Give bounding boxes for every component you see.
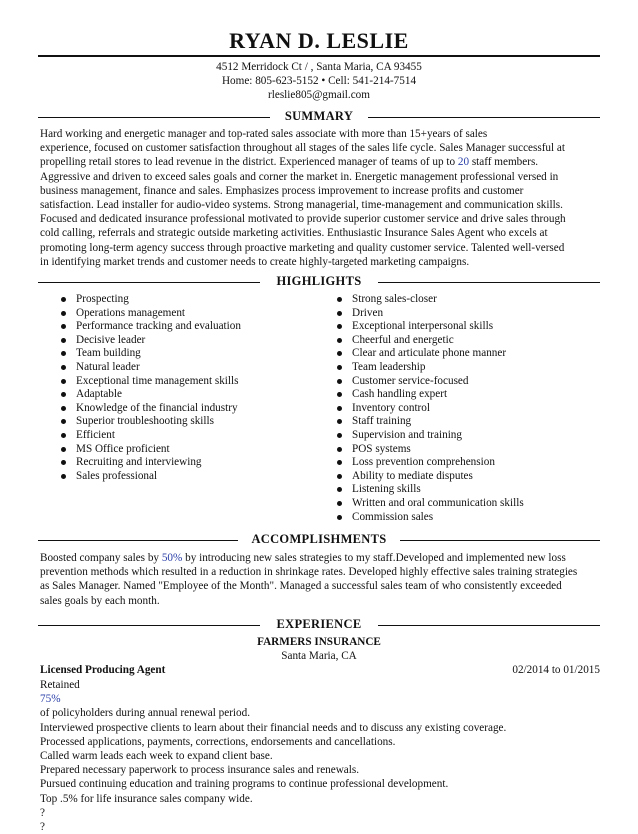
name-divider [38, 55, 600, 57]
highlight-item [336, 402, 524, 416]
job-duty-line: Retained 75% of policyholders during annual renewal period. [40, 678, 600, 721]
summary-heading [38, 109, 600, 125]
highlight-label: Staff training [352, 415, 412, 428]
highlight-label: Sales professional [76, 469, 158, 482]
experience-heading [38, 617, 600, 633]
highlight-item [336, 334, 524, 348]
summary-line: Focused and dedicated insurance professional motivated to provide superior customer service and drive sales through [40, 213, 566, 226]
highlight-item [60, 334, 241, 348]
highlight-label: Team leadership [352, 360, 426, 373]
experience-title: EXPERIENCE [276, 617, 362, 631]
accomplishments-text [40, 551, 600, 608]
highlight-item [336, 320, 524, 334]
highlight-label: Exceptional time management skills [76, 374, 239, 387]
highlight-item [60, 470, 241, 484]
bullet-icon [337, 447, 342, 452]
highlight-item [336, 361, 524, 375]
bullet-icon [61, 324, 66, 329]
highlight-label: Inventory control [352, 401, 430, 414]
retention-value: 75% [40, 693, 61, 706]
email: rleslie805@gmail.com [268, 89, 370, 101]
bullet-icon [337, 365, 342, 370]
highlight-item [60, 320, 241, 334]
highlight-item [336, 307, 524, 321]
highlight-label: Cheerful and energetic [352, 333, 454, 346]
highlight-item [60, 429, 241, 443]
job-duty-line: Processed applications, payments, corrections, endorsements and cancellations. [40, 735, 396, 748]
highlight-label: Written and oral communication skills [352, 496, 524, 509]
highlight-label: Prospecting [76, 293, 129, 305]
accomplishment-line: sales goals by each month. [40, 594, 160, 607]
highlight-item [336, 470, 524, 484]
highlight-item [336, 388, 524, 402]
job-duty-line: ? [40, 821, 45, 834]
highlight-item [60, 293, 241, 307]
accomplishment-line: Boosted company sales by 50% by introducing new sales strategies to my staff.Developed and implemented new loss [40, 552, 566, 564]
highlight-label: MS Office proficient [76, 442, 170, 455]
highlight-item [60, 361, 241, 375]
address: 4512 Merridock Ct / , Santa Maria, CA 93455 [216, 61, 422, 73]
highlight-item [60, 347, 241, 361]
summary-text [40, 127, 600, 269]
summary-line: promoting long-term agency success through proactive marketing and quality customer service. Talented well-versed [40, 241, 565, 254]
highlight-label: POS systems [352, 442, 411, 455]
highlight-label: Team building [76, 347, 141, 360]
accomplishment-line: prevention methods which resulted in a reduction in shrinkage rates. Developed highly effective sales training strategies [40, 566, 578, 579]
summary-line: in identifying market trends and customer needs to create highly-targeted marketing campaigns. [40, 255, 470, 268]
highlight-label: Clear and articulate phone manner [352, 347, 507, 360]
highlight-item [60, 415, 241, 429]
bullet-icon [61, 297, 66, 302]
job-title: Licensed Producing Agent [40, 664, 166, 676]
bullet-icon [337, 515, 342, 520]
bullet-icon [337, 324, 342, 329]
bullet-icon [61, 474, 66, 479]
bullet-icon [61, 311, 66, 316]
highlight-item [60, 443, 241, 457]
bullet-icon [61, 447, 66, 452]
accomplishments-heading [38, 532, 600, 548]
highlight-label: Natural leader [76, 360, 140, 373]
highlight-label: Operations management [76, 306, 186, 319]
bullet-icon [337, 379, 342, 384]
bullet-icon [61, 433, 66, 438]
highlight-item [60, 456, 241, 470]
highlight-item [336, 511, 524, 525]
employer-location: Santa Maria, CA [281, 650, 357, 662]
highlights-left-list [60, 293, 241, 483]
highlight-item [336, 293, 524, 307]
highlight-item [336, 443, 524, 457]
highlight-label: Exceptional interpersonal skills [352, 320, 494, 333]
highlight-item [336, 429, 524, 443]
bullet-icon [337, 311, 342, 316]
highlight-label: Listening skills [352, 483, 421, 496]
highlight-label: Customer service-focused [352, 374, 469, 387]
highlight-label: Commission sales [352, 510, 434, 523]
bullet-icon [61, 392, 66, 397]
highlight-label: Cash handling expert [352, 388, 448, 401]
employer-name: FARMERS INSURANCE [257, 636, 381, 648]
bullet-icon [337, 351, 342, 356]
summary-line: satisfaction. Lead installer for audio-video systems. Strong managerial, time-management and communication skills. [40, 199, 563, 212]
highlights-title: HIGHLIGHTS [276, 274, 362, 288]
sales-boost-value: 50% [161, 552, 183, 564]
highlight-label: Ability to mediate disputes [352, 469, 473, 482]
job-duty-line: Top .5% for life insurance sales company wide. [40, 792, 253, 805]
highlight-label: Supervision and training [352, 428, 462, 441]
bullet-icon [337, 419, 342, 424]
summary-line: Hard working and energetic manager and top-rated sales associate with more than 15+years of sales [40, 128, 488, 140]
bullet-icon [337, 460, 342, 465]
highlight-label: Strong sales-closer [352, 293, 437, 305]
job-duty-line: Pursued continuing education and training programs to continue professional development. [40, 778, 449, 791]
highlight-label: Decisive leader [76, 333, 146, 346]
highlight-label: Recruiting and interviewing [76, 456, 202, 469]
bullet-icon [61, 351, 66, 356]
bullet-icon [61, 379, 66, 384]
job-duty-line: Called warm leads each week to expand client base. [40, 750, 273, 763]
bullet-icon [337, 338, 342, 343]
bullet-icon [61, 419, 66, 424]
bullet-icon [337, 392, 342, 397]
summary-line: Aggressive and driven to exceed sales goals and corner the market in. Energetic management professional versed in [40, 170, 559, 183]
accomplishments-title: ACCOMPLISHMENTS [251, 532, 387, 546]
summary-line: experience, focused on customer satisfaction throughout all stages of the sales life cycle. Sales Manager successful at [40, 142, 566, 155]
highlight-label: Loss prevention comprehension [352, 456, 495, 469]
highlight-label: Efficient [76, 428, 115, 441]
highlight-label: Driven [352, 306, 384, 319]
bullet-icon [337, 433, 342, 438]
summary-line: propelling retail stores to lead revenue in the district. Experienced manager of teams of up to 20 staff members. [40, 156, 539, 169]
bullet-icon [61, 460, 66, 465]
job-duty-line: Interviewed prospective clients to learn about their financial needs and to discuss any existing coverage. [40, 721, 507, 734]
highlight-item [336, 456, 524, 470]
bullet-icon [337, 487, 342, 492]
highlight-label: Knowledge of the financial industry [76, 401, 238, 414]
highlight-item [336, 483, 524, 497]
highlight-item [336, 497, 524, 511]
highlight-label: Superior troubleshooting skills [76, 415, 214, 428]
summary-title: SUMMARY [284, 109, 354, 123]
highlight-label: Adaptable [76, 388, 122, 401]
highlight-item [60, 402, 241, 416]
highlight-item [60, 375, 241, 389]
candidate-name: RYAN D. LESLIE [229, 28, 409, 53]
bullet-icon [337, 501, 342, 506]
job-duty-line: Prepared necessary paperwork to process insurance sales and renewals. [40, 764, 360, 777]
job-duties [40, 678, 600, 834]
team-size-value: 20 [457, 156, 470, 169]
summary-line: business management, finance and sales. Emphasizes process improvement to increase profits and customer [40, 184, 524, 197]
job-duty-line: ? [40, 806, 45, 819]
phone-numbers: Home: 805-623-5152 • Cell: 541-214-7514 [221, 75, 417, 87]
highlight-item [336, 415, 524, 429]
job-dates: 02/2014 to 01/2015 [512, 664, 600, 676]
bullet-icon [337, 406, 342, 411]
highlights-right-list [336, 293, 524, 524]
bullet-icon [337, 474, 342, 479]
accomplishment-line: as Sales Manager. Named "Employee of the Month". Managed a successful sales team of who consistently exceeded [40, 580, 562, 593]
highlight-item [60, 307, 241, 321]
highlight-item [336, 347, 524, 361]
bullet-icon [61, 338, 66, 343]
highlight-item [60, 388, 241, 402]
bullet-icon [61, 406, 66, 411]
highlight-label: Performance tracking and evaluation [76, 320, 241, 333]
summary-line: cold calling, referrals and strategic outside marketing activities. Enthusiastic Insurance Sales Agent who excels at [40, 227, 548, 240]
highlight-item [336, 375, 524, 389]
bullet-icon [337, 297, 342, 302]
bullet-icon [61, 365, 66, 370]
highlights-heading [38, 274, 600, 290]
